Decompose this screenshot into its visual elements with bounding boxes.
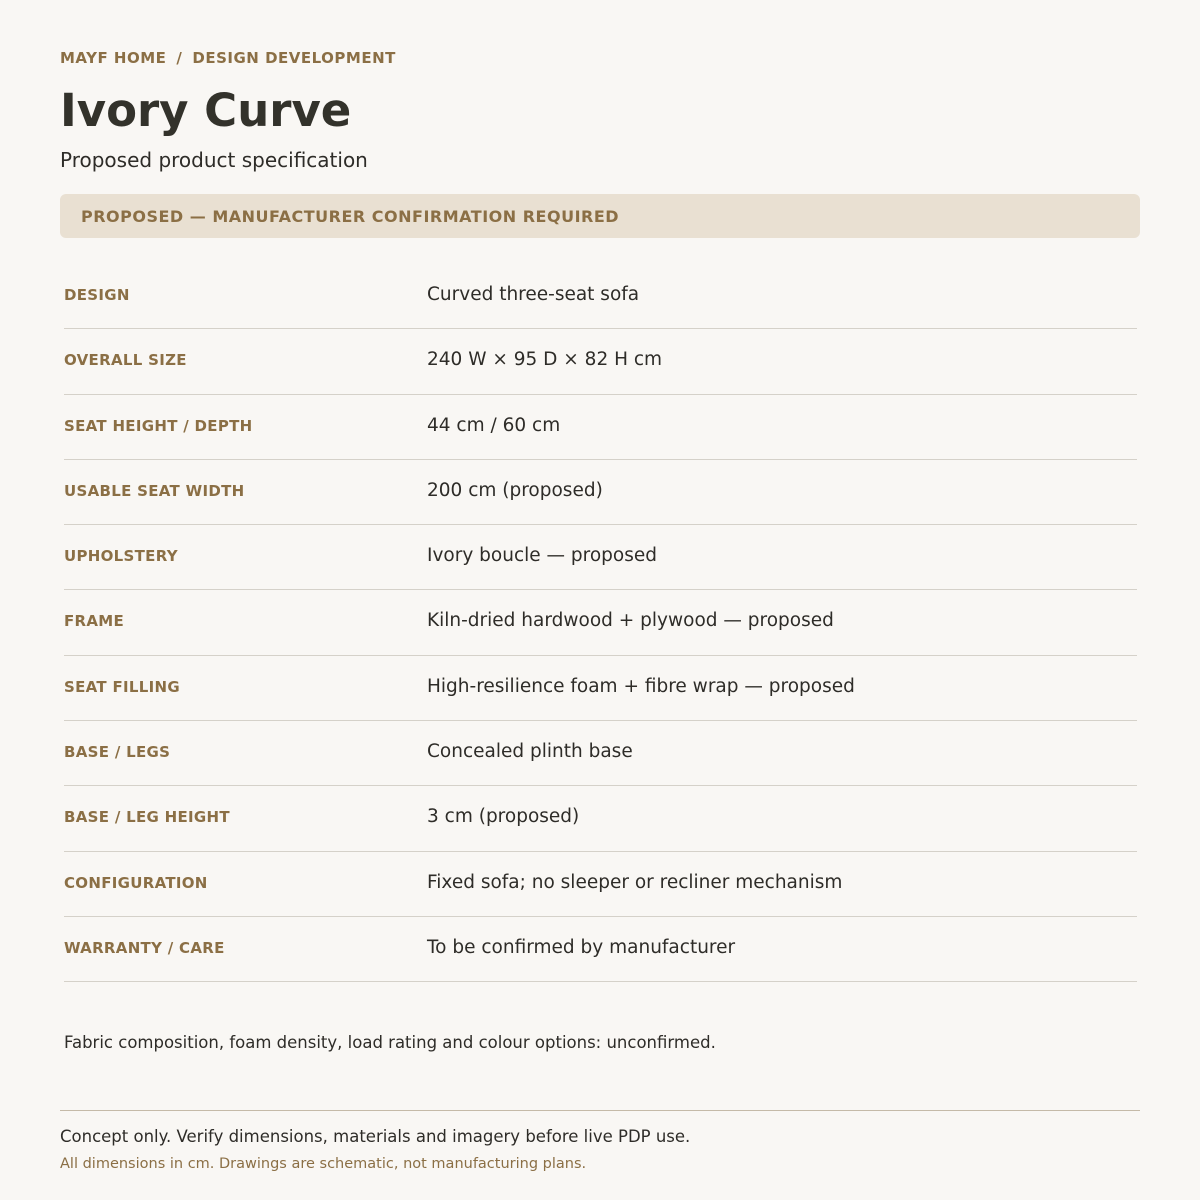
status-banner	[60, 194, 1140, 238]
spec-value: High-resilience foam + fibre wrap — proposed	[427, 675, 855, 697]
spec-label: OVERALL SIZE	[64, 351, 187, 370]
spec-label: USABLE SEAT WIDTH	[64, 481, 245, 500]
spec-table	[64, 264, 1137, 982]
spec-value: 44 cm / 60 cm	[427, 414, 561, 436]
footer-disclaimer: Concept only. Verify dimensions, materials and imagery before live PDP use.	[60, 1127, 691, 1146]
spec-row	[64, 395, 1137, 460]
spec-value: Ivory boucle — proposed	[427, 545, 657, 567]
status-banner-text: PROPOSED — MANUFACTURER CONFIRMATION REQUIRED	[81, 206, 620, 226]
breadcrumb-separator: /	[176, 49, 183, 67]
breadcrumb	[60, 49, 396, 67]
spec-value: Concealed plinth base	[427, 741, 633, 763]
spec-row	[64, 329, 1137, 394]
spec-row	[64, 656, 1137, 721]
footer-divider	[60, 1110, 1140, 1111]
footer-dimensions-note: All dimensions in cm. Drawings are schematic, not manufacturing plans.	[60, 1156, 587, 1172]
spec-label: UPHOLSTERY	[64, 547, 178, 566]
unconfirmed-note: Fabric composition, foam density, load rating and colour options: unconfirmed.	[64, 1033, 716, 1052]
spec-row	[64, 460, 1137, 525]
spec-label: FRAME	[64, 612, 125, 631]
spec-page	[60, 0, 1140, 1200]
spec-row	[64, 264, 1137, 329]
spec-label: SEAT FILLING	[64, 677, 180, 696]
spec-value: Kiln-dried hardwood + plywood — proposed	[427, 610, 834, 632]
spec-label: CONFIGURATION	[64, 873, 208, 892]
spec-row	[64, 590, 1137, 655]
spec-row	[64, 525, 1137, 590]
spec-row	[64, 917, 1137, 982]
spec-label: BASE / LEGS	[64, 743, 171, 762]
spec-label: WARRANTY / CARE	[64, 938, 225, 957]
page-subtitle: Proposed product specification	[60, 148, 368, 172]
spec-value: 240 W × 95 D × 82 H cm	[427, 349, 663, 371]
spec-row	[64, 721, 1137, 786]
spec-row	[64, 852, 1137, 917]
spec-value: Curved three-seat sofa	[427, 284, 640, 305]
breadcrumb-section[interactable]: DESIGN DEVELOPMENT	[192, 49, 396, 67]
spec-value: Fixed sofa; no sleeper or recliner mechanism	[427, 871, 843, 893]
spec-row	[64, 786, 1137, 851]
spec-value: To be confirmed by manufacturer	[427, 936, 736, 958]
spec-label: BASE / LEG HEIGHT	[64, 808, 230, 827]
spec-label: SEAT HEIGHT / DEPTH	[64, 416, 253, 435]
spec-value: 3 cm (proposed)	[427, 806, 580, 828]
spec-label: DESIGN	[64, 286, 130, 304]
page-title: Ivory Curve	[60, 84, 352, 137]
spec-value: 200 cm (proposed)	[427, 479, 603, 501]
breadcrumb-brand[interactable]: MAYF HOME	[60, 49, 167, 67]
